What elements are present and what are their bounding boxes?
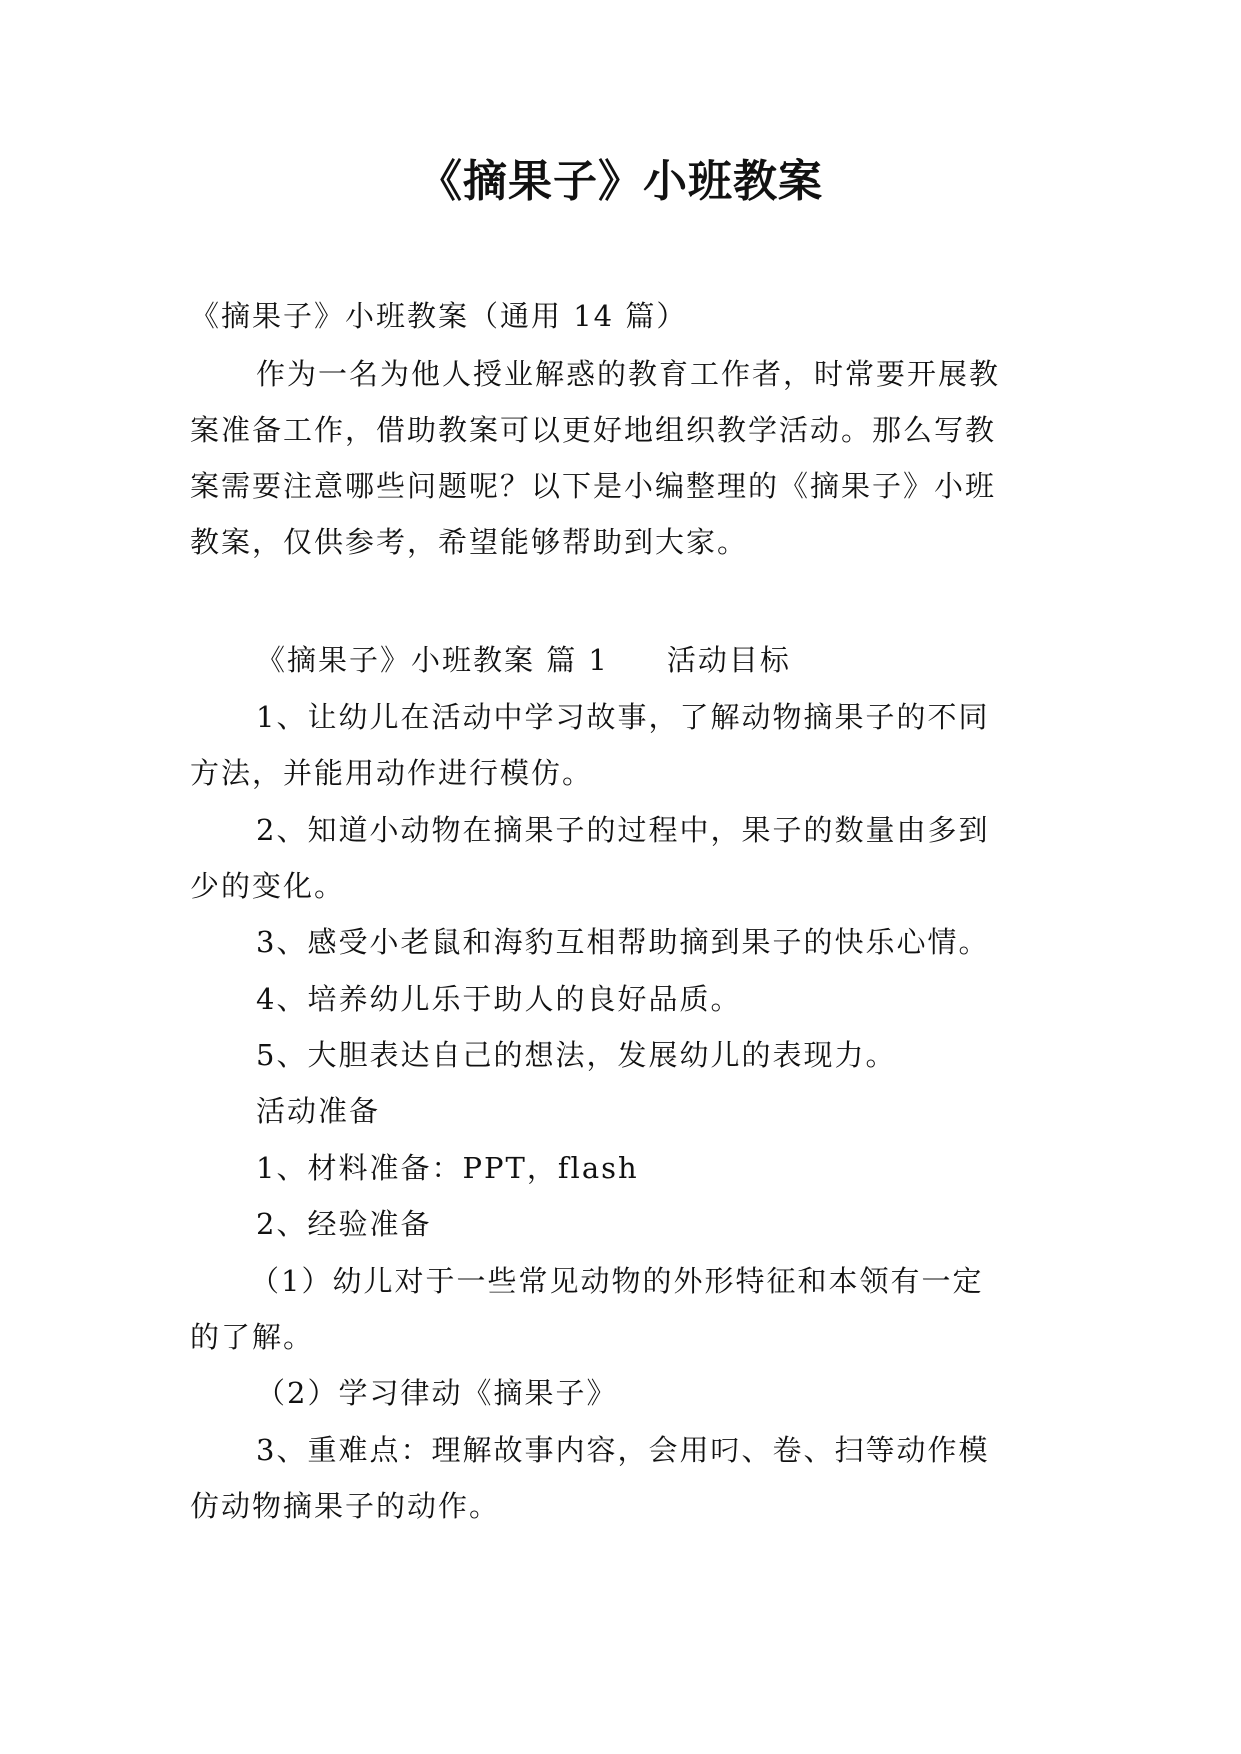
prep-experience-1-line-1: （1）幼儿对于一些常见动物的外形特征和本领有一定 [250, 1264, 984, 1298]
goal-2-line-2: 少的变化。 [190, 869, 346, 903]
goal-1-line-2: 方法，并能用动作进行模仿。 [190, 756, 594, 790]
prep-experience: 2、经验准备 [256, 1207, 432, 1241]
goal-3: 3、感受小老鼠和海豹互相帮助摘到果子的快乐心情。 [256, 925, 990, 959]
section-heading: 《摘果子》小班教案 篇 1 [256, 643, 609, 677]
activity-prep-heading: 活动准备 [256, 1094, 381, 1128]
prep-experience-1-line-2: 的了解。 [190, 1320, 315, 1354]
key-points-line-2: 仿动物摘果子的动作。 [190, 1489, 501, 1523]
goal-5: 5、大胆表达自己的想法，发展幼儿的表现力。 [256, 1038, 897, 1072]
intro-line-4: 教案，仅供参考，希望能够帮助到大家。 [190, 525, 749, 559]
activity-goals-heading: 活动目标 [666, 643, 791, 677]
intro-line-3: 案需要注意哪些问题呢？以下是小编整理的《摘果子》小班 [190, 469, 997, 503]
intro-line-1: 作为一名为他人授业解惑的教育工作者，时常要开展教 [256, 357, 1001, 391]
key-points-line-1: 3、重难点：理解故事内容，会用叼、卷、扫等动作模 [256, 1433, 990, 1467]
document-title: 《摘果子》小班教案 [418, 156, 823, 207]
section-heading-line [256, 640, 791, 680]
goal-2-line-1: 2、知道小动物在摘果子的过程中，果子的数量由多到 [256, 813, 990, 847]
goal-1-line-1: 1、让幼儿在活动中学习故事，了解动物摘果子的不同 [256, 700, 990, 734]
subtitle-line: 《摘果子》小班教案（通用 14 篇） [190, 299, 688, 333]
prep-materials: 1、材料准备：PPT，flash [256, 1151, 639, 1185]
intro-line-2: 案准备工作，借助教案可以更好地组织教学活动。那么写教 [190, 413, 997, 447]
goal-4: 4、培养幼儿乐于助人的良好品质。 [256, 982, 742, 1016]
prep-experience-2: （2）学习律动《摘果子》 [256, 1376, 618, 1410]
